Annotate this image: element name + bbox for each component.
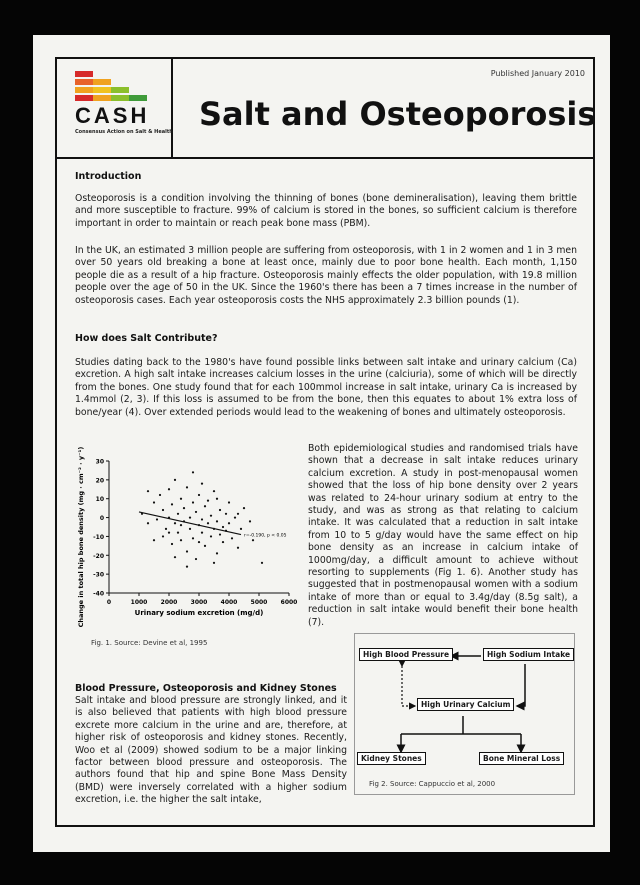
data-point <box>213 562 215 564</box>
salt-heading: How does Salt Contribute? <box>75 333 218 344</box>
page-title: Salt and Osteoporosis <box>199 95 597 133</box>
data-point <box>147 522 149 524</box>
x-tick-label: 4000 <box>220 599 238 606</box>
x-tick-label: 1000 <box>130 599 148 606</box>
fig1-scatter-chart <box>59 443 299 643</box>
data-point <box>174 479 176 481</box>
data-point <box>261 562 263 564</box>
node-high-blood-pressure: High Blood Pressure <box>359 648 453 661</box>
data-point <box>237 513 239 515</box>
data-point <box>171 543 173 545</box>
y-tick-label: 10 <box>95 496 104 504</box>
data-point <box>153 539 155 541</box>
data-point <box>186 566 188 568</box>
data-point <box>168 488 170 490</box>
logo-tagline: Consensus Action on Salt & Health <box>75 129 173 135</box>
data-point <box>228 522 230 524</box>
data-point <box>180 498 182 500</box>
x-tick-label: 6000 <box>280 599 298 606</box>
data-point <box>180 539 182 541</box>
data-point <box>192 537 194 539</box>
y-tick-label: -20 <box>93 552 104 560</box>
data-point <box>168 532 170 534</box>
data-point <box>210 535 212 537</box>
data-point <box>240 528 242 530</box>
data-point <box>159 494 161 496</box>
data-point <box>213 490 215 492</box>
data-point <box>189 528 191 530</box>
y-tick-label: 30 <box>95 458 104 466</box>
data-point <box>207 500 209 502</box>
data-point <box>228 501 230 503</box>
salt-paragraph-1: Studies dating back to the 1980's have found possible links between salt intake and urinary calcium (Ca) excretion. A high salt intake increases calcium losses in the urine (calciuria), some of which will be directly from the bones. One study found that for each 100mmol increase in salt intake, urinary Ca is increased by 1.4mmol (2, 3). If this loss is assumed to be from the bone, then this equates to about 1% extra loss of bone/year (4). Over extended periods would lead to the weakening of bones and ultimately osteoporosis. <box>75 357 577 418</box>
y-tick-label: 0 <box>99 515 104 523</box>
logo-wordmark: CASH <box>75 103 150 128</box>
y-axis-label: Change in total hip bone density (mg · cm⁻² · y⁻¹) <box>77 446 85 628</box>
data-point <box>186 486 188 488</box>
x-tick-label: 5000 <box>250 599 268 606</box>
header-divider <box>57 157 593 159</box>
data-point <box>192 471 194 473</box>
data-point <box>201 483 203 485</box>
data-point <box>222 541 224 543</box>
data-point <box>219 509 221 511</box>
data-point <box>234 516 236 518</box>
data-point <box>219 533 221 535</box>
data-point <box>201 518 203 520</box>
data-point <box>156 518 158 520</box>
node-kidney-stones: Kidney Stones <box>357 752 426 765</box>
fig1-caption: Fig. 1. Source: Devine et al, 1995 <box>91 639 208 647</box>
data-point <box>162 535 164 537</box>
correlation-annotation: r=-0.190, p < 0.05 <box>244 533 287 539</box>
data-point <box>207 522 209 524</box>
data-point <box>201 532 203 534</box>
data-point <box>195 511 197 513</box>
salt-paragraph-2: Both epidemiological studies and randomised trials have shown that a decrease in salt intake reduces urinary calcium excretion. A study in post-menopausal women showed that the loss of hip bone density over 2 years was related to 24-hour urinary sodium at entry to the study, and was as strong as that relating to calcium intake. It was calculated that a reduction in salt intake from 10 to 5 g/day would have the same effect on hip bone density as an increase in calcium intake of 1000mg/day, a difficult amount to achieve without resorting to supplements (Fig 1. 6). Another study has suggested that in postmenopausal women with a sodium intake of more than or equal to 3.4g/day (8.5g salt), a reduction in salt intake would benefit their bone health (7). <box>308 443 578 628</box>
data-point <box>216 498 218 500</box>
data-point <box>192 501 194 503</box>
x-axis-label: Urinary sodium excretion (mg/d) <box>134 609 264 617</box>
intro-paragraph-2: In the UK, an estimated 3 million people are suffering from osteoporosis, with 1 in 2 women and 1 in 3 men over 50 years old breaking a bone at least once, mainly due to poor bone health. Each month, 1,150 people die as a result of a hip fracture. Osteoporosis mainly effects the older population, with 19.8 million people over the age of 50 in the UK. Since the 1960's there has been a 7 times increase in the number of osteoporosis cases. Each year osteoporosis costs the NHS approximately 2.3 billion pounds (1). <box>75 245 577 306</box>
bp-paragraph-1: Salt intake and blood pressure are strongly linked, and it is also believed that patients with high blood pressure excrete more calcium in the urine and are, therefore, at higher risk of osteoporosis and kidney stones. Recently, Woo et al (2009) showed sodium to be a major linking factor between blood pressure and osteoporosis. The authors found that hip and spine Bone Mass Density (BMD) were inversely correlated with a higher sodium excretion, i.e. the higher the salt intake, <box>75 695 347 806</box>
data-point <box>216 552 218 554</box>
intro-paragraph-1: Osteoporosis is a condition involving the thinning of bones (bone demineralisation), leaving them brittle and more susceptible to fracture. 99% of calcium is stored in the bones, so sufficient calcium is therefore important in order to maintain or reach peak bone mass (PBM). <box>75 193 577 229</box>
data-point <box>171 503 173 505</box>
data-point <box>204 545 206 547</box>
data-point <box>252 539 254 541</box>
data-point <box>216 520 218 522</box>
document-page <box>33 35 610 852</box>
fig2-diagram <box>354 633 575 795</box>
data-point <box>162 509 164 511</box>
data-point <box>195 558 197 560</box>
data-point <box>198 494 200 496</box>
x-tick-label: 3000 <box>190 599 208 606</box>
data-point <box>180 524 182 526</box>
data-point <box>225 513 227 515</box>
y-tick-label: -40 <box>93 590 104 598</box>
data-point <box>204 505 206 507</box>
page-frame <box>55 57 595 827</box>
published-date: Published January 2010 <box>490 69 585 78</box>
data-point <box>183 507 185 509</box>
data-point <box>174 556 176 558</box>
data-point <box>147 490 149 492</box>
cash-logo <box>57 59 173 159</box>
y-tick-label: -10 <box>93 533 104 541</box>
data-point <box>153 501 155 503</box>
data-point <box>222 526 224 528</box>
data-point <box>237 547 239 549</box>
x-tick-label: 0 <box>106 599 112 606</box>
data-point <box>198 541 200 543</box>
data-point <box>165 528 167 530</box>
data-point <box>177 513 179 515</box>
trend-line <box>139 512 241 535</box>
data-point <box>189 516 191 518</box>
fig2-caption: Fig 2. Source: Cappuccio et al, 2000 <box>369 780 496 788</box>
data-point <box>243 507 245 509</box>
data-point <box>249 520 251 522</box>
data-point <box>174 522 176 524</box>
data-point <box>177 532 179 534</box>
node-high-sodium-intake: High Sodium Intake <box>483 648 574 661</box>
y-tick-label: 20 <box>95 477 104 485</box>
x-tick-label: 2000 <box>160 599 178 606</box>
intro-heading: Introduction <box>75 171 142 182</box>
data-point <box>186 550 188 552</box>
node-bone-mineral-loss: Bone Mineral Loss <box>479 752 564 765</box>
node-high-urinary-calcium: High Urinary Calcium <box>417 698 514 711</box>
data-point <box>231 537 233 539</box>
bp-heading: Blood Pressure, Osteoporosis and Kidney Stones <box>75 683 337 694</box>
y-tick-label: -30 <box>93 571 104 579</box>
data-point <box>210 515 212 517</box>
